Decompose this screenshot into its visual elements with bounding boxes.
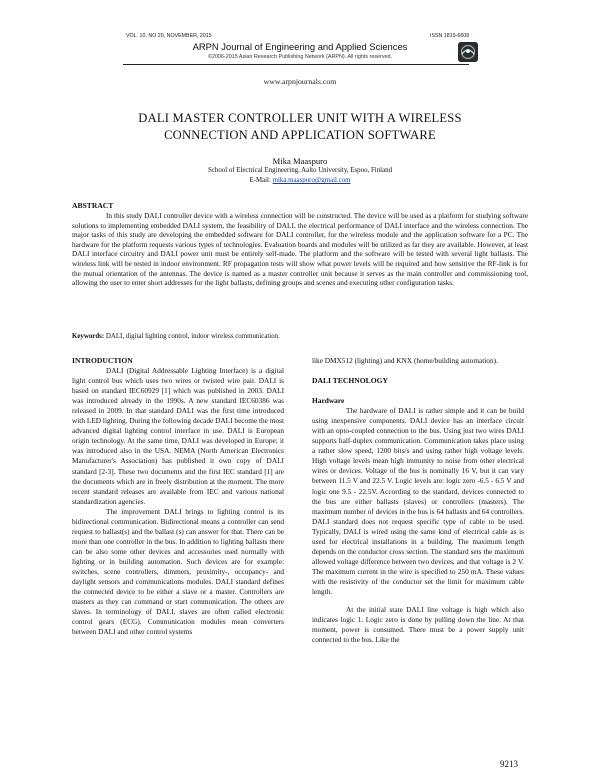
right-column <box>312 356 524 645</box>
keywords <box>72 333 528 340</box>
hardware-paragraph-1: The hardware of DALI is rather simple and it can be build using inexpensive components. DALI device has an interface circuit with an opto-coupled connection to the bus. Using just two wires DALI supports half-duplex communication. Communication takes place using a rather slow speed, 1200 bits/s and using rather high voltage levels. High voltage levels mean high immunity to noise from other electrical wires or devices. Voltage of the bus is nominally 16 V, but it can vary between 11.5 V and 22.5 V. Logic levels are: logic zero -6.5 - 6.5 V and logic one 9.5 - 22.5V. According to the standard, devices connected to the bus are either ballasts (slaves) or controllers (masters). The maximum number of devices in the bus is 64 ballasts and 64 controllers. DALI standard does not request specific type of cable to be used. Typically, DALI is wired using the same kind of electrical cable as is used for electrical installations in a building. The maximum length depends on the conductor cross section. The standard sets the maximum allowed voltage difference between two devices, and that voltage is 2 V. The maximum current in the wire is specified to 250 mA. These values with the resistivity of the conductor set the limit for maximum cable length. <box>312 406 524 596</box>
abstract-heading: ABSTRACT <box>72 201 114 210</box>
continued-text: like DMX512 (lighting) and KNX (home/building automation). <box>312 356 498 365</box>
intro-heading: INTRODUCTION <box>72 356 133 365</box>
email-label: E-Mail: <box>249 177 273 184</box>
abstract-text: In this study DALI controller device with a wireless connection will be constructed. The device will be used as a platform for studying software solutions to implementing embedded DALI system, the feasibility of DALI, the electrical performance of DALI interface and the wireless connection. The major tasks of this study are developing the embedded software for DALI controller, for the wireless module and the application software for a PC. The hardware for the platform requests various types of technologies. Evaluation boards and modules will be utilized as far they are available. However, at least DALI interface circuitry and DALI power unit must be entirely self-made. The platform and the software will be tested with several light ballasts. The wireless link will be tested in indoor environment. RF propagation tests will show what power levels will be required and how sensitive the RF-link is for the mutual orientation of the antennas. The device is named as a master controller unit because it serves as the main controller and commissioning tool, allowing the user to enter short addresses for the light ballasts, defining groups and scenes and executing other configuration tasks. <box>72 211 528 288</box>
issn: ISSN 1819-6608 <box>430 33 470 39</box>
dali-technology-heading: DALI TECHNOLOGY <box>312 376 389 386</box>
paper-title <box>0 110 600 144</box>
intro-paragraph-2: The improvement DALI brings to lighting control is its bidirectional communication. Bidirectional means a controller can send request to ballast(s) and the ballast (s) can answer for that. There can be more than one controller in the bus. In addition to lighting ballasts there can be also some other devices and accessories used normally with lighting or in building automation. Such devices are for example: switches, scene controllers, dimmers, proximity-, occupancy- and daylight sensors and communications modules. DALI standard defines the connected device to be either a slave or a master. Controllers are masters as they can command or start communication. The others are slaves. In terminology of DALI, slaves are often called electronic control gears (ECG). Communication modules mean converters between DALI and other control systems <box>72 506 284 637</box>
hardware-paragraph-2: At the initial state DALI line voltage is high which also indicates logic 1. Logic zero is done by pulling down the line. At that moment, power is consumed. There must be a power supply unit connected to the bus. Like the <box>312 605 524 645</box>
intro-paragraph-1: DALI (Digital Addressable Lighting Interface) is a digital light control bus which uses two wires or twisted wire pair. DALI is based on standard IEC60929 [1] which was published in 2003. DALI was introduced already in the 1990s. A new standard IEC60386 was released in 2009. In that standard DALI was the first time introduced with LED lighting. During the following decade DALI become the most advanced digital lighting control interface in use. DALI is European origin technology. At the same time, DALI was developed in Europe; it was introduced also in the USA. NEMA (North American Electronics Manufacturer's Association) has published it own copy of DALI standard [2-3]. These two documents and the first IEC standard [1] are the documents which are in freely distribution at the moment. The more recent standard releases are available from IEC and various national standardization agencies. <box>72 366 284 506</box>
keywords-text: DALI, digital lighting control, indoor wireless communication. <box>104 333 280 340</box>
title-line-1: DALI MASTER CONTROLLER UNIT WITH A WIRELESS <box>138 111 462 125</box>
left-column <box>72 356 284 637</box>
volume-line: VOL. 10, NO 20, NOVEMBER, 2015 <box>126 33 212 39</box>
title-line-2: CONNECTION AND APPLICATION SOFTWARE <box>164 128 436 142</box>
copyright-line: ©2006-2015 Asian Research Publishing Network (ARPN). All rights reserved. <box>207 54 393 60</box>
affiliation: School of Electrical Engineering, Aalto University, Espoo, Finland <box>207 167 393 174</box>
keywords-label: Keywords: <box>72 333 105 340</box>
author-name: Mika Maaspuro <box>272 156 328 166</box>
hardware-subheading: Hardware <box>312 396 345 406</box>
page-number: 9213 <box>500 759 518 769</box>
website-link[interactable]: www.arpnjournals.com <box>263 77 337 86</box>
journal-name: ARPN Journal of Engineering and Applied Sciences <box>192 41 408 52</box>
journal-logo-icon <box>458 42 478 62</box>
header-rule <box>123 64 469 65</box>
email-line <box>0 177 600 184</box>
email-link[interactable]: mika.maaspuro@gmail.com <box>272 177 351 184</box>
